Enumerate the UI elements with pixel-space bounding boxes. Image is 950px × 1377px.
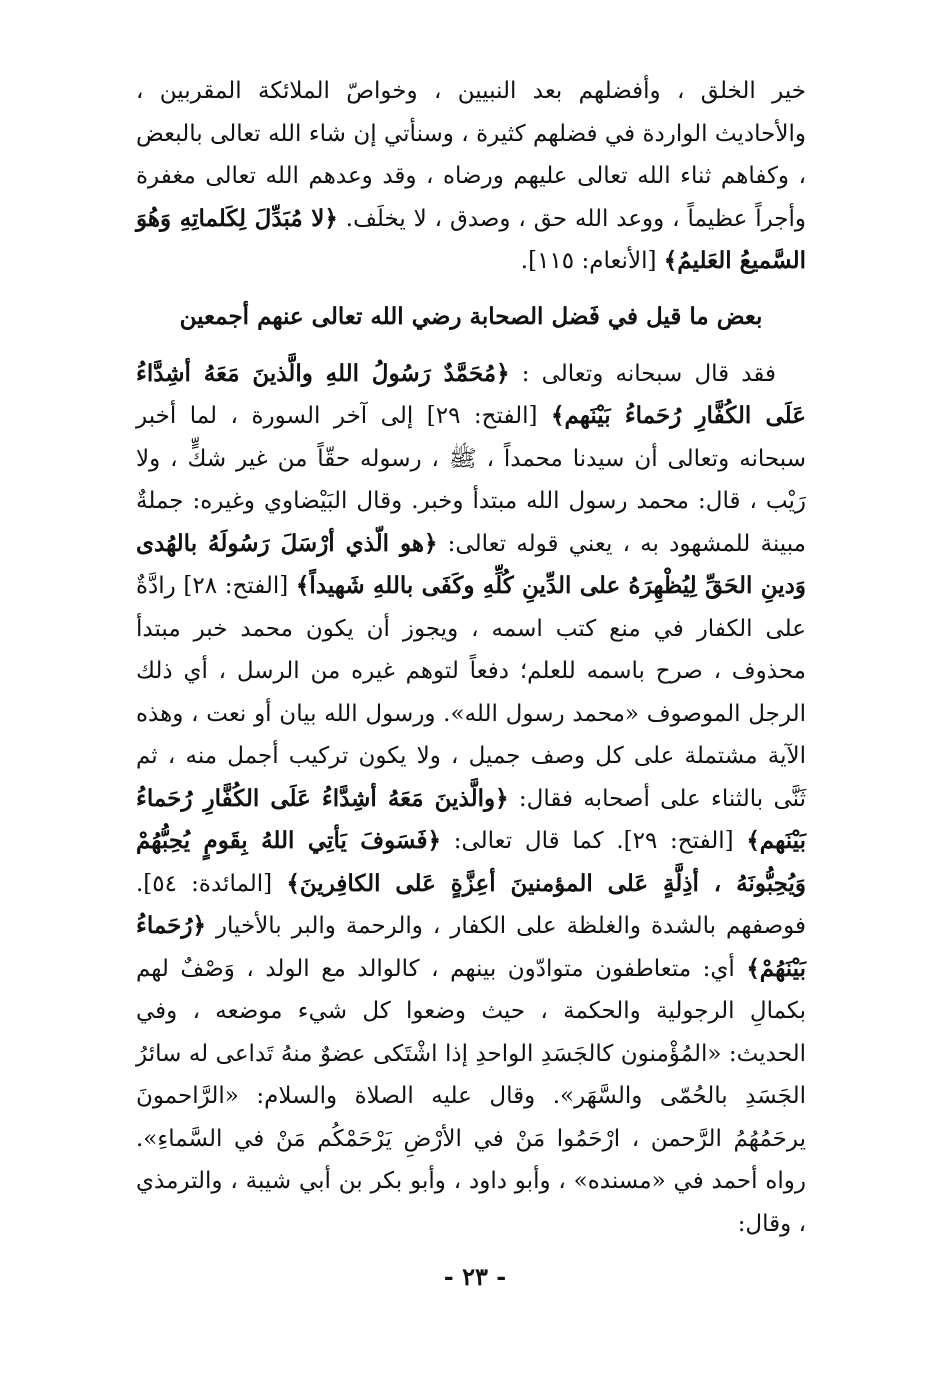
quran-verse-anam-115: ﴿لا مُبَدِّلَ لِكَلماتِهِ وَهُوَ السَّميعُ العَليمُ﴾ xyxy=(136,204,806,274)
paragraph-1-text-b: [الأنعام: ١١٥]. xyxy=(520,248,664,274)
quran-verse-fath-29: ﴿مُحَمَّدٌ رَسُولُ اللهِ والَّذينَ مَعَهُ أشِدَّاءُ عَلَى الكُفَّارِ رُحَماءُ بَيْنَهم﴾ xyxy=(136,359,806,429)
paragraph-1 xyxy=(136,70,806,283)
paragraph-2-s6: أي: متعاطفون متوادّون بينهم ، كالوالد مع الولد ، وَصْفٌ لهم بكمالِ الرجولية والحكمة ، حيث وضعوا كل شيء موضعه ، وفي الحديث: «المُؤْمنون كالجَسَدِ الواحدِ إذا اشْتَكى عضوٌ منهُ تَداعى له سائرُ الجَسَدِ بالحُمّى والسَّهَر». وقال عليه الصلاة والسلام: «الرَّاحمونَ يرحَمُهُمُ الرَّحمن ، ارْحَمُوا مَنْ في الأرْضِ يَرْحَمْكُم مَنْ في السَّماءِ». رواه أحمد في «مسنده» ، وأبو داود ، وأبو بكر بن أبي شيبة ، والترمذي ، وقال: xyxy=(136,955,806,1237)
paragraph-2-s2: [الفتح: ٢٩] إلى آخر السورة ، لما أخبر سبحانه وتعالى أن سيدنا محمداً ، ﷺ ، رسوله حقّاً من غير شكٍّ ، ولا رَيْب ، قال: محمد رسول الله مبتدأ وخبر. وقال البَيْضاوي وغيره: جملةٌ مبينة للمشهود به ، يعني قوله تعالى: xyxy=(136,403,806,557)
page-body xyxy=(136,70,806,1245)
paragraph-2 xyxy=(136,353,806,1246)
paragraph-2-s3: [الفتح: ٢٨] رادَّةٌ على الكفار في منع كتب اسمه ، ويجوز أن يكون محمد خبر مبتدأ محذوف ، صرح باسمه للعلم؛ دفعاً لتوهم غيره من الرسل ، أي ذلك الرجل الموصوف «محمد رسول الله». ورسول الله بيان أو نعت ، وهذه الآية مشتملة على كل وصف جميل ، ولا يكون تركيب أجمل منه ، ثم ثَنَّى بالثناء على أصحابه فقال: xyxy=(136,573,806,812)
paragraph-2-s4: [الفتح: ٢٩]. كما قال تعالى: xyxy=(441,828,747,854)
paragraph-2-s5: [المائدة: ٥٤]. فوصفهم بالشدة والغلظة على الكفار ، والرحمة والبر بالأخيار xyxy=(136,870,806,939)
paragraph-1-text-a: خير الخلق ، وأفضلهم بعد النبيين ، وخواصّ الملائكة المقربين ، والأحاديث الواردة في فضلهم كثيرة ، وسنأتي إن شاء الله تعالى بالبعض ، وكفاهم ثناء الله تعالى عليهم ورضاه ، وقد وعدهم الله تعالى مغفرة وأجراً عظيماً ، ووعد الله حق ، وصدق ، لا يخلَف. xyxy=(136,78,807,232)
quran-verse-maidah-54: ﴿فَسَوفَ يَأتِي اللهُ بِقَومٍ يُحِبُّهُمْ وَيُحِبُّونَهُ ، أذِلَّةٍ عَلى المؤمنينَ أعِزَّةٍ عَلى الكافِرينَ﴾ xyxy=(136,827,806,897)
page-number: - ٢٣ - xyxy=(443,1262,507,1291)
quran-verse-fath-29-repeat: ﴿والَّذينَ مَعَهُ أشِدَّاءُ عَلَى الكُفَّارِ رُحَماءُ بَيْنَهم﴾ xyxy=(136,784,806,854)
quran-verse-fath-28: ﴿هو الّذي أرْسَلَ رَسُولَهُ بالهُدى وَدينِ الحَقِّ لِيُظْهِرَهُ على الدِّينِ كُلِّهِ وكَفَى باللهِ شَهيداً﴾ xyxy=(136,529,806,599)
paragraph-2-s1: فقد قال سبحانه وتعالى : xyxy=(509,360,776,387)
quran-verse-ruhamau: ﴿رُحَماءُ بَيْنَهُمْ﴾ xyxy=(136,912,806,982)
section-heading: بعض ما قيل في فَضل الصحابة رضي الله تعالى عنهم أجمعين xyxy=(179,302,763,330)
